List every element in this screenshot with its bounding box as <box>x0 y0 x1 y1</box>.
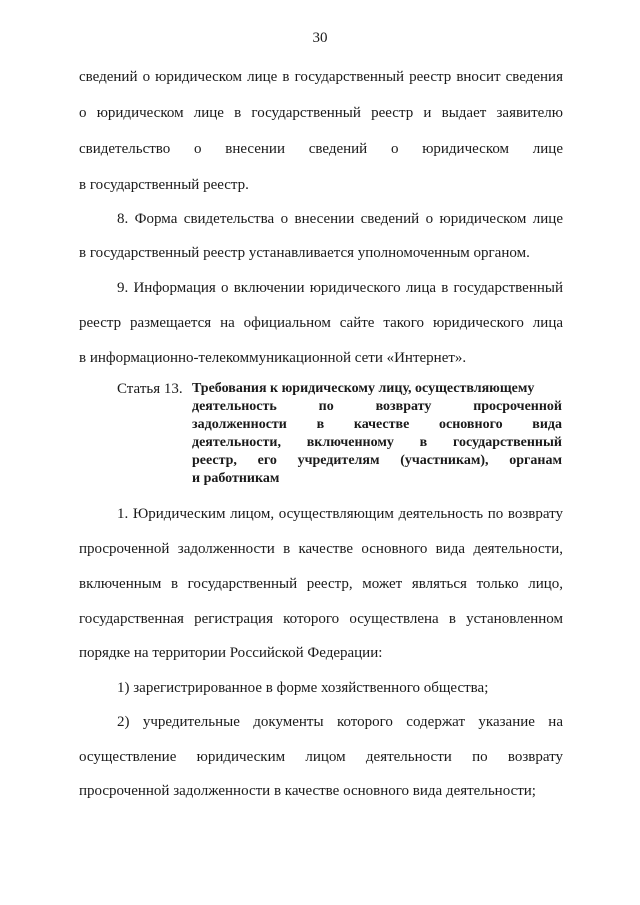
paragraph-line: сведений о юридическом лице в государственный реестр вносит сведения <box>79 69 563 85</box>
paragraph-line: свидетельство о внесении сведений о юридическом лице <box>79 141 563 157</box>
paragraph-line: в государственный реестр устанавливается уполномоченным органом. <box>79 245 530 261</box>
paragraph-line: реестр размещается на официальном сайте такого юридического лица <box>79 315 563 331</box>
page-number: 30 <box>312 30 328 46</box>
paragraph-line: 9. Информация о включении юридического лица в государственный <box>117 280 563 296</box>
article-title-line: и работникам <box>192 471 280 486</box>
article-title-line: Требования к юридическому лицу, осуществляющему <box>192 381 535 396</box>
paragraph-line: просроченной задолженности в качестве основного вида деятельности; <box>79 783 536 799</box>
paragraph-line: 1. Юридическим лицом, осуществляющим деятельность по возврату <box>117 506 563 522</box>
paragraph-line: в государственный реестр. <box>79 177 249 193</box>
paragraph-line: порядке на территории Российской Федерации: <box>79 645 383 661</box>
paragraph-line: в информационно-телекоммуникационной сети «Интернет». <box>79 350 467 366</box>
list-item: 2) учредительные документы которого содержат указание на <box>117 714 563 730</box>
paragraph-line: просроченной задолженности в качестве основного вида деятельности, <box>79 541 563 557</box>
article-title-line: задолженности в качестве основного вида <box>192 417 562 432</box>
article-title-line: деятельности, включенному в государственный <box>192 435 562 450</box>
paragraph-line: 8. Форма свидетельства о внесении сведений о юридическом лице <box>117 211 563 227</box>
article-label: Статья 13. <box>117 381 183 397</box>
article-title-line: реестр, его учредителям (участникам), органам <box>192 453 562 468</box>
paragraph-line: включенным в государственный реестр, может являться только лицо, <box>79 576 563 592</box>
paragraph-line: осуществление юридическим лицом деятельности по возврату <box>79 749 563 765</box>
paragraph-line: о юридическом лице в государственный реестр и выдает заявителю <box>79 105 563 121</box>
list-item: 1) зарегистрированное в форме хозяйственного общества; <box>117 680 489 696</box>
article-title-line: деятельность по возврату просроченной <box>192 399 562 414</box>
paragraph-line: государственная регистрация которого осуществлена в установленном <box>79 611 563 627</box>
